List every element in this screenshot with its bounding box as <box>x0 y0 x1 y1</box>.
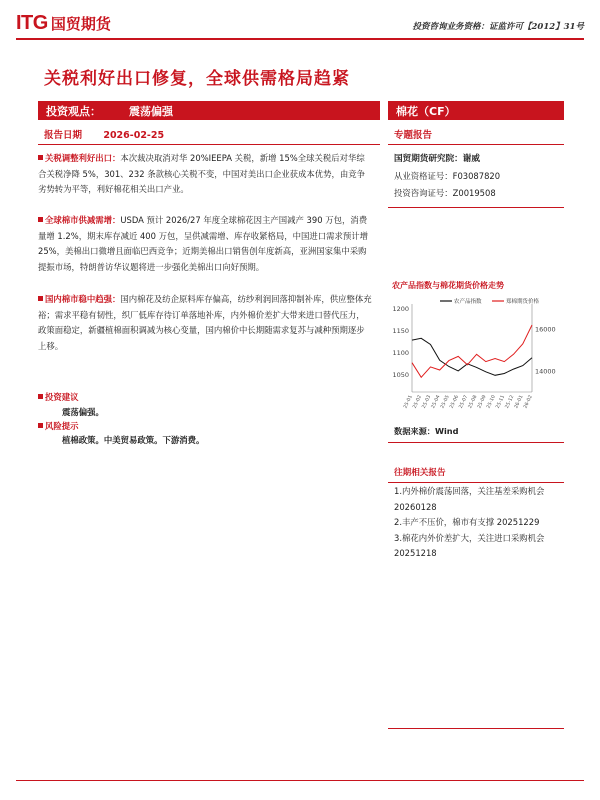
suggestion-text: 震荡偏强。 <box>62 407 104 417</box>
category-bar <box>388 101 564 120</box>
x-tick-label: 25-08 <box>467 394 479 410</box>
x-tick-label: 25-09 <box>477 394 488 410</box>
chart-title: 农产品指数与棉花期货价格走势 <box>392 281 504 290</box>
view-value: 震荡偏强 <box>129 104 173 118</box>
related-reports-list <box>394 484 566 562</box>
right-divider-top <box>388 144 564 145</box>
x-tick-label: 25-07 <box>458 394 470 410</box>
legend-label: 农产品指数 <box>454 299 482 305</box>
related-report-item[interactable]: 1.内外棉价震荡回落，关注基差采购机会 20260128 <box>394 486 545 512</box>
series-line-1 <box>412 325 532 377</box>
cert-practitioner: 从业资格证号：F03087820 <box>394 171 501 181</box>
risk-heading <box>38 420 79 432</box>
x-tick-label: 26-01 <box>514 394 525 410</box>
report-title: 关税利好出口修复，全球供需格局趋紧 <box>44 69 350 89</box>
x-tick-label: 25-03 <box>421 394 433 410</box>
company-logo <box>16 12 111 35</box>
x-tick-label: 25-06 <box>449 394 460 410</box>
x-tick-label: 25-04 <box>431 394 442 410</box>
logo-chinese: 国贸期货 <box>50 15 111 33</box>
report-date-value: 2026-02-25 <box>103 130 165 141</box>
paragraph-tariff <box>38 151 372 198</box>
category-label: 棉花（CF） <box>396 104 456 118</box>
left-divider <box>38 144 380 145</box>
bullet-icon <box>38 423 43 428</box>
x-tick-label: 25-10 <box>486 394 497 410</box>
bullet-icon <box>38 217 43 222</box>
investment-view-bar <box>38 101 380 120</box>
logo-latin: ITG <box>16 12 48 34</box>
legend-label: 郑棉期货价格 <box>506 299 540 305</box>
x-tick-label: 25-11 <box>495 394 507 410</box>
right-divider-chart <box>388 442 564 443</box>
related-reports-title: 往期相关报告 <box>394 468 446 478</box>
suggestion-label: 投资建议 <box>45 392 79 402</box>
x-tick-label: 26-02 <box>523 394 534 410</box>
paragraph-lead: 关税调整利好出口： <box>45 153 121 163</box>
paragraph-text: 本次裁决取消对华 20%IEEPA 关税，新增 15%全球关税后对华综合关税净降 5%，301、232 条款核心关税不变，中国对美出口企业获成本优势，由竞争劣势转为平等，利好棉花相关出口产业。 <box>38 153 365 195</box>
report-date-label: 报告日期 <box>44 130 83 141</box>
paragraph-text: USDA 预计 2026/27 年度全球棉花因主产国减产 390 万包，消费量增 1.2%，期末库存减近 400 万包，呈供减需增、库存收紧格局，中国进口需求预计增 25%，美棉出口微增且面临巴西竞争；近期美棉出口销售创年度新高，亚洲国家集中采购提振市场，特朗普访华议题将进一步强化美棉出口向好预期。 <box>38 215 368 272</box>
related-report-item[interactable]: 2.丰产不压价，棉市有支撑 20251229 <box>394 517 540 528</box>
risk-text: 植棉政策。中美贸易政策。下游消费。 <box>62 435 205 445</box>
data-source: 数据来源：Wind <box>394 426 459 436</box>
y-left-tick-label: 1200 <box>392 304 409 313</box>
license-text: 投资咨询业务资格：证监许可【2012】31号 <box>412 22 584 32</box>
x-tick-label: 25-01 <box>403 394 414 410</box>
special-report-label: 专题报告 <box>394 130 433 141</box>
paragraph-lead: 全球棉市供减需增： <box>45 215 121 225</box>
author: 国贸期货研究院：谢威 <box>394 154 480 164</box>
y-right-tick-label: 14000 <box>535 367 556 376</box>
header-divider <box>16 38 584 40</box>
y-left-tick-label: 1050 <box>392 370 409 379</box>
cert-consulting: 投资咨询证号：Z0019508 <box>394 188 496 198</box>
price-trend-chart <box>388 296 564 420</box>
paragraph-text: 国内棉花及纺企原料库存偏高，纺纱利润回落抑制补库，供应整体充裕；需求平稳有韧性，织厂低库存待订单落地补库，内外棉价差扩大带来进口替代压力，政策面稳定，新疆植棉面积调减为核心变量，国内棉价中长期随需求复苏与减种预期逐步上移。 <box>38 294 372 351</box>
view-label: 投资观点： <box>46 104 101 118</box>
x-tick-label: 25-02 <box>412 394 424 410</box>
right-divider-bottom <box>388 728 564 729</box>
related-report-item[interactable]: 3.棉花内外价差扩大，关注进口采购机会 20251218 <box>394 532 545 559</box>
y-right-tick-label: 16000 <box>535 325 556 334</box>
paragraph-global <box>38 213 372 275</box>
series-line-0 <box>412 338 532 375</box>
footer-divider <box>16 780 584 781</box>
related-divider <box>388 482 564 483</box>
risk-label: 风险提示 <box>45 421 79 431</box>
page-header <box>16 6 584 40</box>
suggestion-heading <box>38 391 79 403</box>
x-tick-label: 25-12 <box>504 394 516 410</box>
y-left-tick-label: 1100 <box>392 348 409 357</box>
paragraph-domestic <box>38 292 372 354</box>
y-left-tick-label: 1150 <box>392 326 409 335</box>
report-date <box>44 127 164 141</box>
bullet-icon <box>38 155 43 160</box>
bullet-icon <box>38 296 43 301</box>
paragraph-lead: 国内棉市稳中趋强： <box>45 294 121 304</box>
x-tick-label: 25-05 <box>440 394 451 410</box>
bullet-icon <box>38 394 43 399</box>
right-divider-mid <box>388 207 564 208</box>
